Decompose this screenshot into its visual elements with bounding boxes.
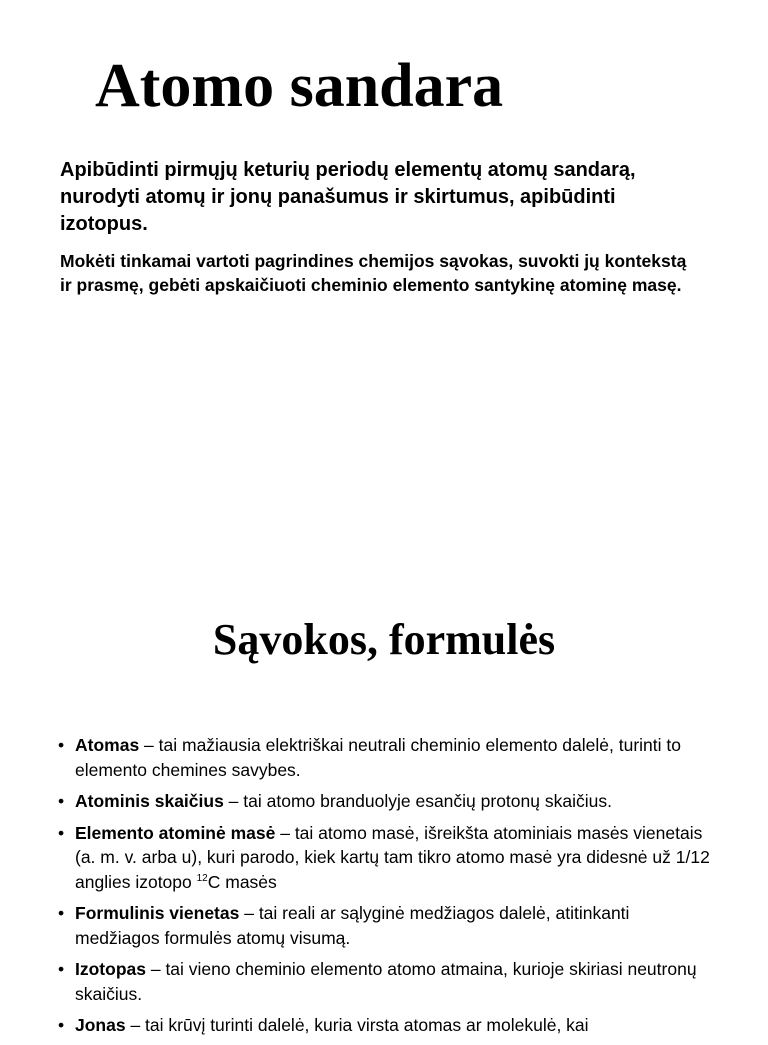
learning-goal-paragraph: Apibūdinti pirmųjų keturių periodų elementų atomų sandarą, nurodyti atomų ir jonų panašumus ir skirtumus, apibūdinti izotopus.: [60, 159, 636, 235]
definition-text: – tai atomo branduolyje esančių protonų skaičius.: [223, 791, 612, 811]
bullet-icon: •: [58, 735, 65, 755]
definition-term: Atomas: [75, 735, 140, 755]
bullet-icon: •: [58, 903, 65, 923]
definition-item: [58, 957, 718, 1006]
definition-term: Formulinis vienetas: [75, 903, 240, 923]
definition-item: [58, 1013, 718, 1038]
definition-item: [58, 733, 718, 782]
definition-text: – tai krūvį turinti dalelė, kuria virsta atomas ar molekulė, kai: [125, 1015, 589, 1035]
learning-goal-paragraph: Mokėti tinkamai vartoti pagrindines chemijos sąvokas, suvokti jų kontekstą ir prasmę, gebėti apskaičiuoti cheminio elemento santykinę atominę masę.: [60, 251, 687, 295]
definition-item: [58, 821, 718, 895]
definition-term: Elemento atominė masė: [75, 822, 276, 843]
bullet-icon: •: [58, 1015, 65, 1035]
bullet-icon: •: [58, 791, 65, 811]
slide-savokos-formules: [0, 560, 768, 1035]
slide-title: Atomo sandara: [95, 52, 504, 120]
bullet-icon: •: [58, 822, 65, 843]
isotope-mass-number: 12: [196, 872, 208, 884]
definition-term: Atominis skaičius: [75, 791, 224, 811]
definition-text: C masės: [207, 871, 277, 892]
definitions-list: [58, 733, 718, 1045]
definition-item: [58, 789, 718, 814]
definition-text: – tai reali ar sąlyginė medžiagos dalelė, atitinkanti medžiagos formulės atomų visumą.: [75, 903, 630, 948]
definition-item: [58, 901, 718, 950]
bullet-icon: •: [58, 959, 65, 979]
definition-term: Izotopas: [75, 959, 146, 979]
definition-text: – tai mažiausia elektriškai neutrali cheminio elemento dalelė, turinti to elemento chemines savybes.: [75, 735, 681, 780]
definition-text: – tai atomo masė, išreikšta atominiais masės vienetais (a. m. v. arba u), kuri parodo, kiek kartų tam tikro atomo masė yra didesnė už 1/12 anglies izotopo: [75, 822, 710, 892]
slide-title: Sąvokos, formulės: [212, 615, 556, 664]
definition-term: Jonas: [75, 1015, 126, 1035]
definition-text: – tai vieno cheminio elemento atomo atmaina, kurioje skiriasi neutronų skaičius.: [75, 959, 697, 1004]
